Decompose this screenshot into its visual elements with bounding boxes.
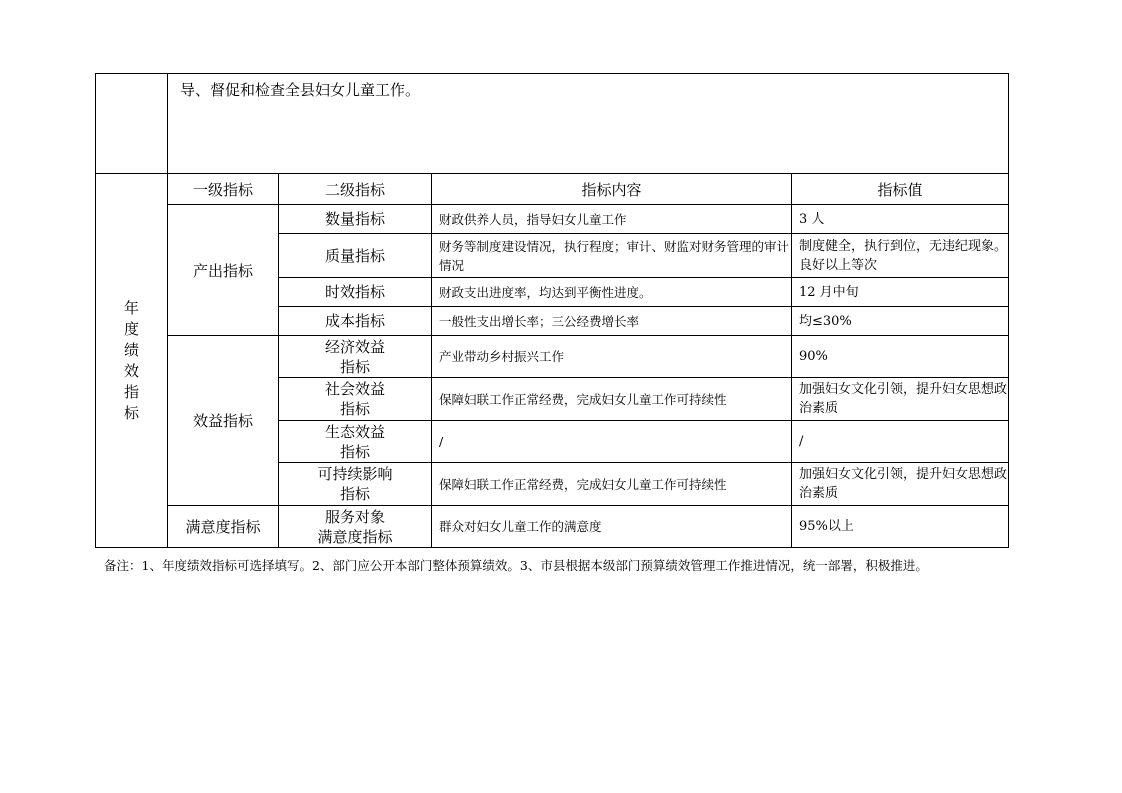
- level2-cell: 质量指标: [279, 234, 432, 278]
- level2-line: 满意度指标: [317, 527, 393, 546]
- vertical-char: 年: [123, 298, 139, 317]
- level2-line: 可持续影响: [317, 465, 393, 483]
- footnote: 备注：1、年度绩效指标可选择填写。2、部门应公开本部门整体预算绩效。3、市县根据本级部门预算绩效管理工作推进情况，统一部署，积极推进。: [104, 558, 928, 573]
- value-cell: 3 人: [792, 205, 1009, 234]
- level2-cell: 成本指标: [279, 307, 432, 336]
- vertical-char: 指: [123, 382, 139, 401]
- level2-cell: [279, 336, 432, 378]
- level2-line: 指标: [339, 442, 370, 461]
- group-output: 产出指标: [168, 205, 279, 336]
- level2-cell: 时效指标: [279, 278, 432, 307]
- level2-cell: [279, 463, 432, 506]
- table-row: [96, 506, 1009, 548]
- level2-line: 经济效益: [324, 337, 385, 356]
- level2-cell: 数量指标: [279, 205, 432, 234]
- value-cell: 12 月中旬: [792, 278, 1009, 307]
- value-cell: 制度健全，执行到位，无违纪现象。良好以上等次: [792, 234, 1009, 278]
- group-benefit: 效益指标: [168, 336, 279, 506]
- value-cell: 90%: [792, 336, 1009, 378]
- level2-cell: [279, 378, 432, 421]
- header-content: 指标内容: [432, 174, 792, 205]
- top-row-text: 导、督促和检查全县妇女儿童工作。: [168, 74, 1009, 174]
- annual-performance-label: [96, 174, 168, 548]
- vertical-char: 度: [123, 319, 139, 338]
- header-level2: 二级指标: [279, 174, 432, 205]
- level2-line: 指标: [339, 400, 370, 418]
- vertical-char: 绩: [123, 340, 139, 359]
- content-cell: 财政供养人员，指导妇女儿童工作: [432, 205, 792, 234]
- header-row: [96, 174, 1009, 205]
- content-cell: 群众对妇女儿童工作的满意度: [432, 506, 792, 548]
- content-cell: 一般性支出增长率；三公经费增长率: [432, 307, 792, 336]
- value-cell: 加强妇女文化引领，提升妇女思想政治素质: [792, 378, 1009, 421]
- table-row: [96, 205, 1009, 234]
- group-satisfaction: 满意度指标: [168, 506, 279, 548]
- vertical-char: 标: [123, 403, 139, 422]
- value-cell: 95%以上: [792, 506, 1009, 548]
- level2-line: 生态效益: [324, 422, 385, 441]
- top-left-cell: [96, 74, 168, 174]
- content-cell: 产业带动乡村振兴工作: [432, 336, 792, 378]
- top-continuation-row: [96, 74, 1009, 174]
- value-cell: 均≤30%: [792, 307, 1009, 336]
- header-level1: 一级指标: [168, 174, 279, 205]
- content-cell: 保障妇联工作正常经费，完成妇女儿童工作可持续性: [432, 463, 792, 506]
- content-cell: 财务等制度建设情况，执行程度；审计、财监对财务管理的审计情况: [432, 234, 792, 278]
- level2-line: 社会效益: [324, 380, 385, 398]
- level2-line: 指标: [339, 485, 370, 503]
- level2-line: 指标: [339, 357, 370, 376]
- content-cell: 财政支出进度率，均达到平衡性进度。: [432, 278, 792, 307]
- performance-table: [95, 73, 1009, 548]
- value-cell: /: [792, 421, 1009, 463]
- content-cell: /: [432, 421, 792, 463]
- level2-cell: [279, 506, 432, 548]
- table-row: [96, 336, 1009, 378]
- level2-cell: [279, 421, 432, 463]
- value-cell: 加强妇女文化引领，提升妇女思想政治素质: [792, 463, 1009, 506]
- content-cell: 保障妇联工作正常经费，完成妇女儿童工作可持续性: [432, 378, 792, 421]
- level2-line: 服务对象: [324, 507, 385, 526]
- header-value: 指标值: [792, 174, 1009, 205]
- vertical-char: 效: [123, 361, 139, 380]
